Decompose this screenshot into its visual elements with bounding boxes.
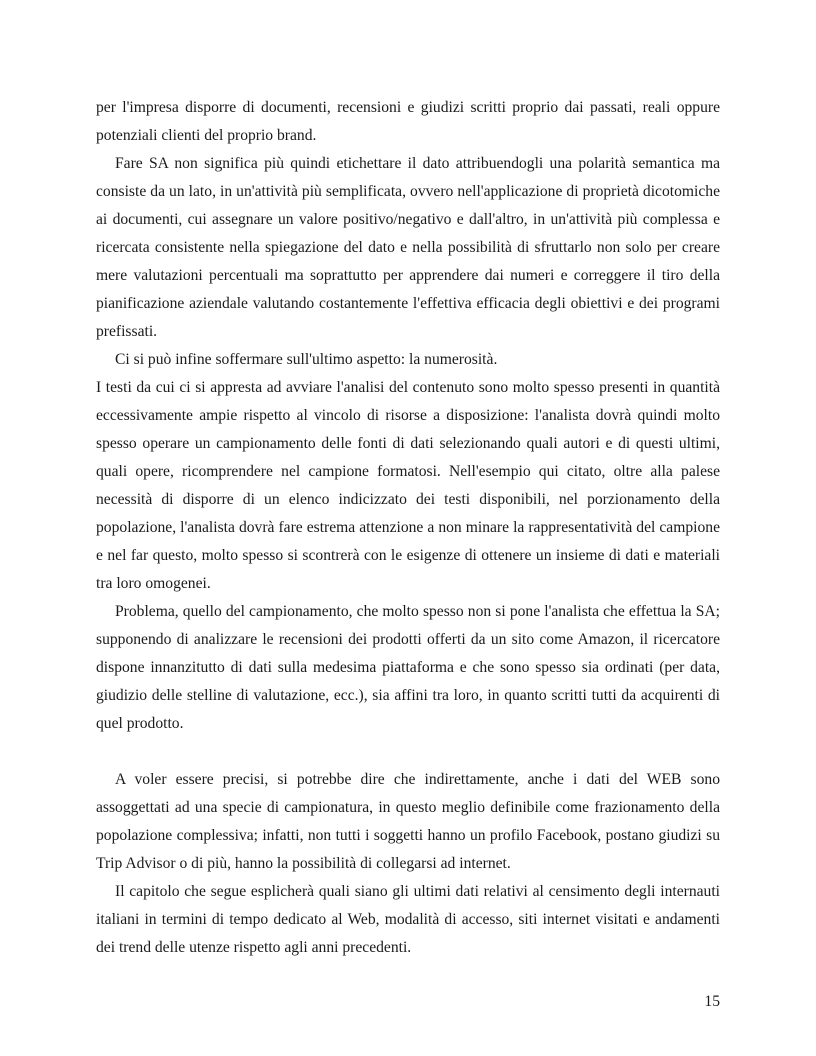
- paragraph-sampling-problem: Problema, quello del campionamento, che molto spesso non si pone l'analista che effettua la SA; supponendo di analizzare le recensioni dei prodotti offerti da un sito come Amazon, il ricercatore dispone innanzitutto di dati sulla medesima piattaforma e che sono spesso sia ordinati (per data, giudizio delle stelline di valutazione, ecc.), sia affini tra loro, in quanto scritti tutti da acquirenti di quel prodotto.: [96, 603, 720, 732]
- paragraph-sampling-texts: I testi da cui ci si appresta ad avviare l'analisi del contenuto sono molto spesso presenti in quantità eccessivamente ampie rispetto al vincolo di risorse a disposizione: l'analista dovrà quindi molto spesso operare un campionamento delle fonti di dati selezionando quali autori e di questi ultimi, quali opere, ricomprendere nel campione formatosi. Nell'esempio qui citato, oltre alla palese necessità di disporre di un elenco indicizzato dei testi disponibili, nel porzionamento della popolazione, l'analista dovrà fare estrema attenzione a non minare la rappresentatività del campione e nel far questo, molto spesso si scontrerà con le esigenze di ottenere un insieme di dati e materiali tra loro omogenei.: [96, 379, 720, 592]
- paragraph-web-sampling: A voler essere precisi, si potrebbe dire che indirettamente, anche i dati del WEB sono assoggettati ad una specie di campionatura, in questo meglio definibile come frazionamento della popolazione complessiva; infatti, non tutti i soggetti hanno un profilo Facebook, postano giudizi su Trip Advisor o di più, hanno la possibilità di collegarsi ad internet.: [96, 771, 720, 872]
- document-body: [96, 94, 720, 962]
- paragraph-spacer: [96, 738, 720, 766]
- paragraph-numerosity-intro: Ci si può infine soffermare sull'ultimo aspetto: la numerosità.: [115, 351, 498, 368]
- paragraph-sa-definition: Fare SA non significa più quindi etichettare il dato attribuendogli una polarità semantica ma consiste da un lato, in un'attività più semplificata, ovvero nell'applicazione di proprietà dicotomiche ai documenti, cui assegnare un valore positivo/negativo e dall'altro, in un'attività più complessa e ricercata consistente nella spiegazione del dato e nella possibilità di sfruttarlo non solo per creare mere valutazioni percentuali ma soprattutto per apprendere dai numeri e correggere il tiro della pianificazione aziendale valutando costantemente l'effettiva efficacia degli obiettivi e dei programi prefissati.: [96, 155, 720, 340]
- paragraph-next-chapter: Il capitolo che segue esplicherà quali siano gli ultimi dati relativi al censimento degli internauti italiani in termini di tempo dedicato al Web, modalità di accesso, siti internet visitati e andamenti dei trend delle utenze rispetto agli anni precedenti.: [96, 883, 720, 956]
- page-number: 15: [704, 993, 720, 1010]
- paragraph-continuation: per l'impresa disporre di documenti, recensioni e giudizi scritti proprio dai passati, reali oppure potenziali clienti del proprio brand.: [96, 99, 720, 144]
